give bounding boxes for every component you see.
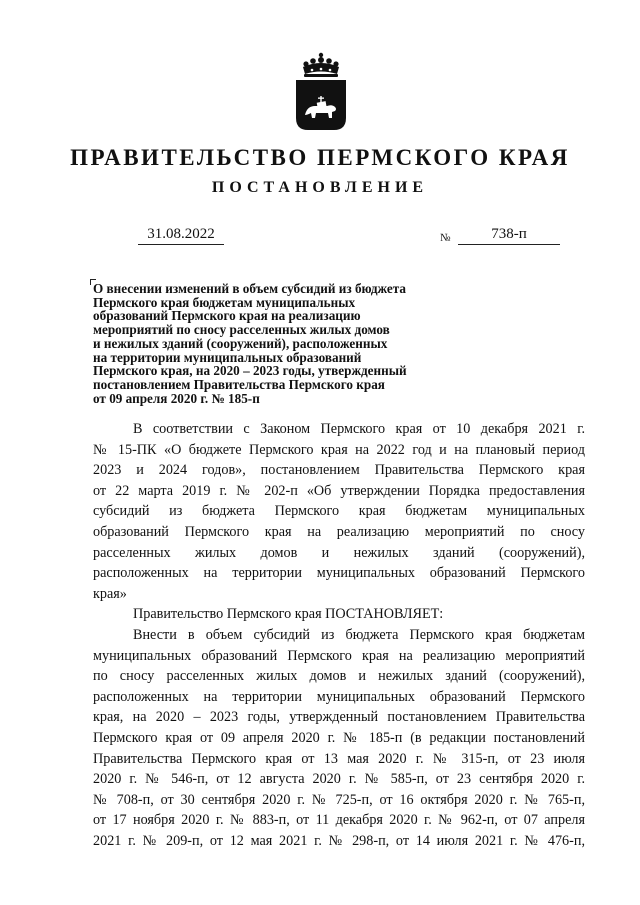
organization-title: ПРАВИТЕЛЬСТВО ПЕРМСКОГО КРАЯ bbox=[70, 145, 570, 170]
document-number: 738-п bbox=[458, 226, 560, 245]
document-body bbox=[93, 419, 585, 851]
subject-line: на территории муниципальных образований bbox=[93, 349, 362, 365]
subject-line: и нежилых зданий (сооружений), расположенных bbox=[93, 335, 388, 351]
body-line: В соответствии с Законом Пермского края от 10 декабря 2021 г. bbox=[133, 421, 585, 437]
body-line: по сносу расселенных жилых домов и нежилых зданий (сооружений), bbox=[93, 668, 585, 685]
body-line: 2021 г. № 209-п, от 12 мая 2021 г. № 298-п, от 14 июля 2021 г. № 476-п, bbox=[93, 832, 585, 849]
body-line: № 15-ПК «О бюджете Пермского края на 2022 год и на плановый период bbox=[93, 441, 585, 458]
resolution-line: Правительство Пермского края ПОСТАНОВЛЯЕТ: bbox=[133, 606, 444, 623]
body-line: края» bbox=[93, 585, 127, 602]
subject-line: мероприятий по сносу расселенных жилых домов bbox=[93, 322, 390, 338]
document-type: ПОСТАНОВЛЕНИЕ bbox=[211, 179, 429, 196]
number-sign: № bbox=[440, 232, 451, 244]
body-line: 2020 г. № 546-п, от 12 августа 2020 г. № 585-п, от 23 сентября 2020 г. bbox=[93, 771, 585, 788]
subject-line: образований Пермского края на реализацию bbox=[93, 308, 361, 324]
body-line: субсидий из бюджета Пермского края бюджетам муниципальных bbox=[93, 503, 585, 520]
subject-line: Пермского края бюджетам муниципальных bbox=[93, 294, 356, 310]
body-line: края, на 2020 – 2023 годы, утвержденный постановлением Правительства bbox=[93, 709, 585, 726]
body-line: Правительства Пермского края от 13 мая 2020 г. № 315-п, от 23 июля bbox=[93, 750, 585, 767]
subject-line: О внесении изменений в объем субсидий из бюджета bbox=[93, 281, 407, 296]
body-line: расположенных на территории муниципальных образований Пермского bbox=[93, 565, 585, 582]
subject-line: от 09 апреля 2020 г. № 185-п bbox=[93, 390, 260, 406]
body-line: № 708-п, от 30 сентября 2020 г. № 725-п, от 16 октября 2020 г. № 765-п, bbox=[93, 791, 585, 808]
body-line: 2023 и 2024 годов», постановлением Правительства Пермского края bbox=[93, 462, 585, 479]
body-line: от 22 марта 2019 г. № 202-п «Об утверждении Порядка предоставления bbox=[93, 482, 585, 499]
body-line: расположенных на территории муниципальных образований Пермского bbox=[93, 688, 585, 705]
body-line: от 17 ноября 2020 г. № 883-п, от 11 декабря 2020 г. № 962-п, от 07 апреля bbox=[93, 812, 585, 829]
body-line: расселенных жилых домов и нежилых зданий (сооружений), bbox=[93, 544, 585, 561]
document-date: 31.08.2022 bbox=[138, 226, 224, 245]
body-line: муниципальных образований Пермского края на реализацию мероприятий bbox=[93, 647, 585, 664]
body-line: Внести в объем субсидий из бюджета Пермского края бюджетам bbox=[133, 626, 585, 643]
subject-line: Пермского края, на 2020 – 2023 годы, утвержденный bbox=[93, 363, 407, 379]
subject-line: постановлением Правительства Пермского края bbox=[93, 376, 385, 392]
body-line: образований Пермского края на реализацию мероприятий по сносу bbox=[93, 523, 585, 540]
document-subject bbox=[93, 282, 407, 405]
body-line: Пермского края от 09 апреля 2020 г. № 185-п (в редакции постановлений bbox=[93, 729, 585, 746]
coat-of-arms-emblem bbox=[290, 52, 352, 136]
